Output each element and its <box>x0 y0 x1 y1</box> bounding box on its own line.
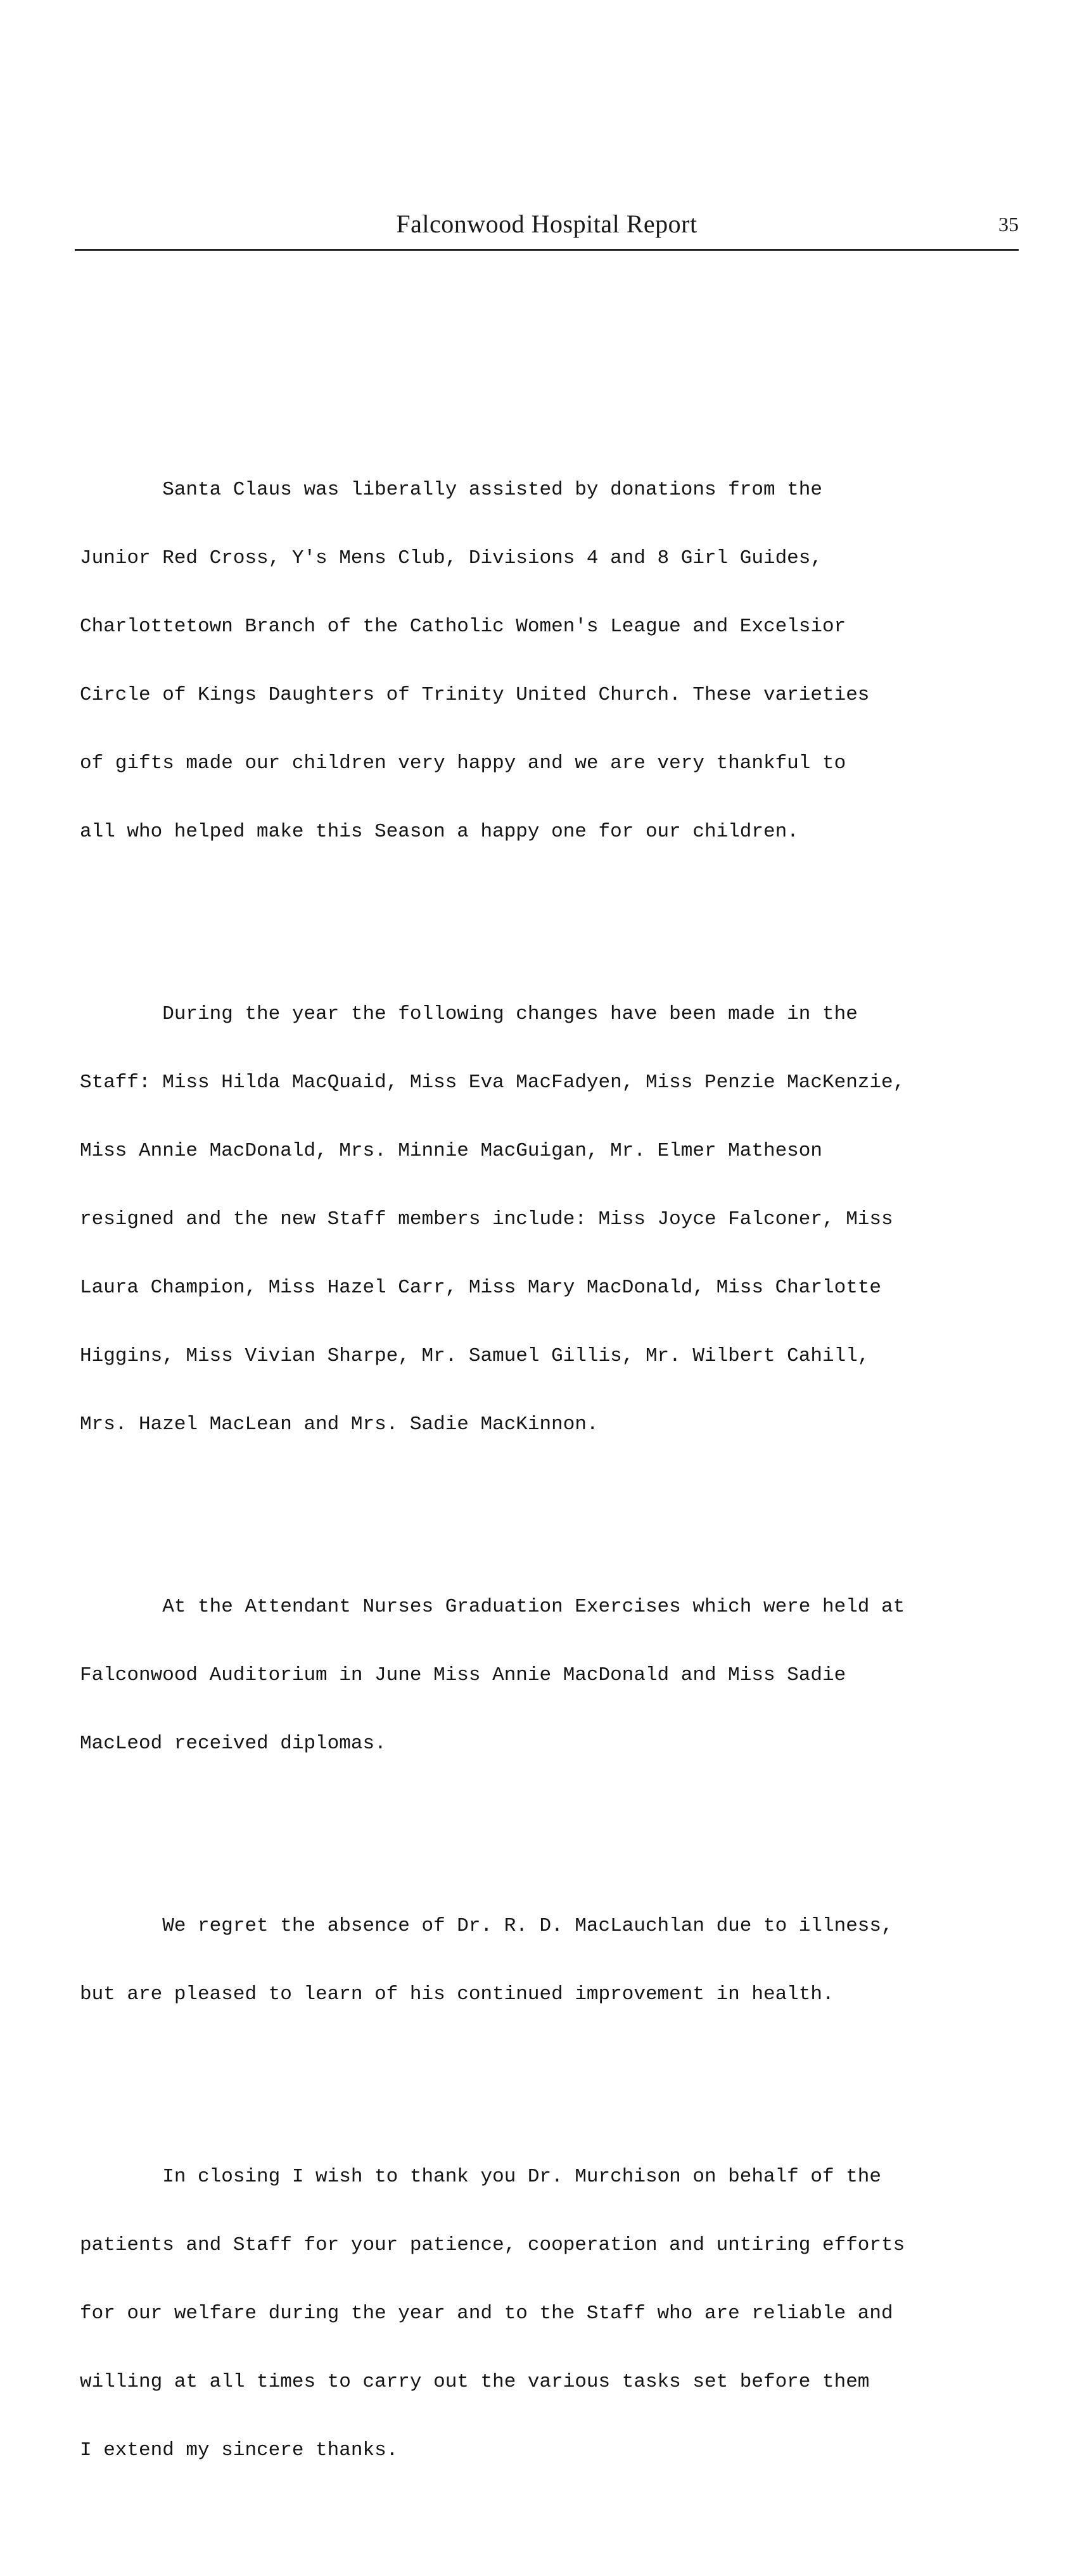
text-line: Laura Champion, Miss Hazel Carr, Miss Mary MacDonald, Miss Charlotte <box>80 1277 882 1299</box>
text-line: MacLeod received diplomas. <box>80 1733 386 1755</box>
running-head <box>75 209 1019 247</box>
text-line: resigned and the new Staff members include: Miss Joyce Falconer, Miss <box>80 1208 893 1230</box>
paragraph-donations <box>80 433 1030 889</box>
header-rule <box>75 249 1019 251</box>
text-line: I extend my sincere thanks. <box>80 2439 398 2461</box>
text-line: Mrs. Hazel MacLean and Mrs. Sadie MacKinnon. <box>80 1413 599 1436</box>
header-title: Falconwood Hospital Report <box>396 210 697 238</box>
text-line: During the year the following changes have been made in the <box>80 1003 858 1025</box>
text-line: but are pleased to learn of his continued improvement in health. <box>80 1983 834 2005</box>
text-line: Junior Red Cross, Y's Mens Club, Divisions 4 and 8 Girl Guides, <box>80 547 822 569</box>
paragraph-absence <box>80 1869 1030 2052</box>
text-line: In closing I wish to thank you Dr. Murchison on behalf of the <box>80 2166 882 2188</box>
text-line: Charlottetown Branch of the Catholic Women's League and Excelsior <box>80 616 846 638</box>
paragraph-closing <box>80 2120 1030 2508</box>
text-line: Falconwood Auditorium in June Miss Annie MacDonald and Miss Sadie <box>80 1664 846 1686</box>
text-line: willing at all times to carry out the various tasks set before them <box>80 2371 870 2393</box>
text-line: We regret the absence of Dr. R. D. MacLauchlan due to illness, <box>80 1915 893 1937</box>
report-body <box>80 388 1030 2576</box>
paragraph-graduation <box>80 1550 1030 1801</box>
text-line: Staff: Miss Hilda MacQuaid, Miss Eva MacFadyen, Miss Penzie MacKenzie, <box>80 1071 905 1094</box>
text-line: Higgins, Miss Vivian Sharpe, Mr. Samuel Gillis, Mr. Wilbert Cahill, <box>80 1345 870 1367</box>
paragraph-staff-changes <box>80 957 1030 1482</box>
text-line: Circle of Kings Daughters of Trinity United Church. These varieties <box>80 684 870 706</box>
text-line: patients and Staff for your patience, cooperation and untiring efforts <box>80 2234 905 2256</box>
text-line: of gifts made our children very happy and we are very thankful to <box>80 752 846 774</box>
text-line: all who helped make this Season a happy one for our children. <box>80 821 799 843</box>
text-line: for our welfare during the year and to the Staff who are reliable and <box>80 2302 893 2325</box>
page-number: 35 <box>998 213 1019 236</box>
text-line: Santa Claus was liberally assisted by donations from the <box>80 479 822 501</box>
text-line: Miss Annie MacDonald, Mrs. Minnie MacGuigan, Mr. Elmer Matheson <box>80 1140 822 1162</box>
text-line: At the Attendant Nurses Graduation Exercises which were held at <box>80 1596 905 1618</box>
